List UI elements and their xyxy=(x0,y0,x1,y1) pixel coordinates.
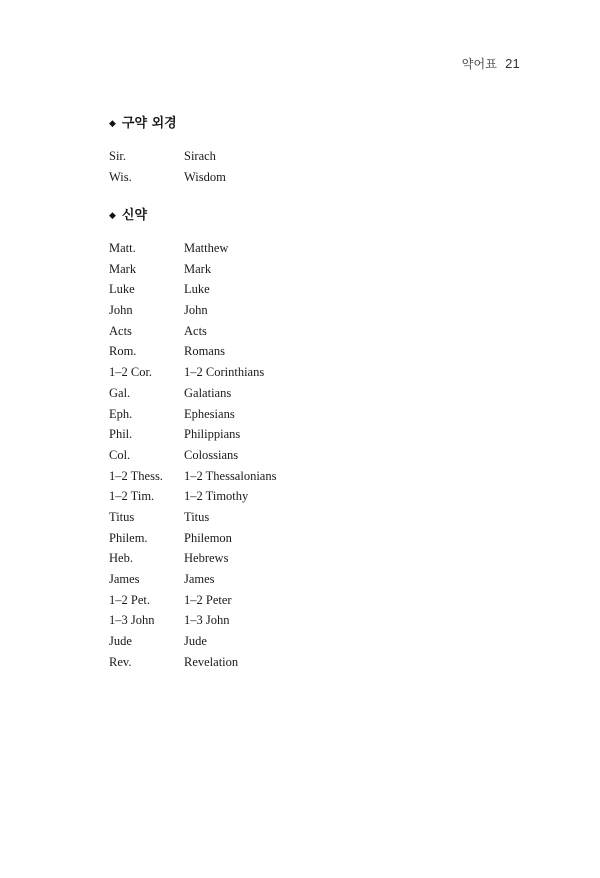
full-name: Colossians xyxy=(184,447,239,462)
abbreviation: Rom. xyxy=(109,344,137,359)
full-name: John xyxy=(184,303,208,318)
abbreviation-row xyxy=(109,341,529,362)
abbreviation: Matt. xyxy=(109,241,136,255)
abbreviation-row xyxy=(109,424,529,445)
abbreviation: Philem. xyxy=(109,530,148,545)
abbreviation: Acts xyxy=(109,323,132,338)
full-name: Wisdom xyxy=(184,169,226,184)
full-name: Luke xyxy=(184,282,210,297)
abbreviation: Phil. xyxy=(109,427,133,442)
full-name: Hebrews xyxy=(184,551,229,566)
abbreviation-row xyxy=(109,569,529,590)
abbreviation-row xyxy=(109,383,529,404)
section-new-testament xyxy=(109,206,529,672)
abbreviation: Col. xyxy=(109,447,131,462)
full-name: Revelation xyxy=(184,654,239,669)
abbreviation: Rev. xyxy=(109,654,132,669)
running-header xyxy=(462,55,520,72)
abbreviation-row xyxy=(109,548,529,569)
abbreviation: Titus xyxy=(109,509,135,524)
abbreviation-row xyxy=(109,321,529,342)
section-heading xyxy=(109,114,529,134)
full-name: Titus xyxy=(184,509,210,524)
abbreviation-row xyxy=(109,279,529,300)
abbreviation: Jude xyxy=(109,634,132,649)
diamond-bullet-icon: ◆ xyxy=(109,211,116,221)
full-name: 1–2 Corinthians xyxy=(184,365,265,380)
page-number: 21 xyxy=(505,56,520,71)
abbreviation-row xyxy=(109,238,529,259)
full-name: 1–3 John xyxy=(184,613,230,628)
abbreviation-row xyxy=(109,610,529,631)
abbreviation-row xyxy=(109,445,529,466)
abbreviation: John xyxy=(109,303,133,318)
abbreviation: 1–3 John xyxy=(109,613,155,628)
full-name: Acts xyxy=(184,323,207,338)
abbreviation-row xyxy=(109,146,529,167)
section-apocrypha xyxy=(109,114,529,187)
abbreviation: 1–2 Tim. xyxy=(109,489,155,504)
abbreviation: 1–2 Thess. xyxy=(109,468,163,483)
full-name: 1–2 Peter xyxy=(184,592,232,607)
full-name: Galatians xyxy=(184,385,232,400)
full-name: Jude xyxy=(184,634,207,649)
abbreviation-row xyxy=(109,590,529,611)
abbreviation: Heb. xyxy=(109,551,133,566)
section-rows xyxy=(109,146,529,187)
abbreviation-row xyxy=(109,466,529,487)
abbreviation: Mark xyxy=(109,261,137,276)
full-name: James xyxy=(184,572,215,586)
abbreviation-row xyxy=(109,507,529,528)
abbreviation-row xyxy=(109,652,529,673)
abbreviation-row xyxy=(109,631,529,652)
abbreviation-row xyxy=(109,528,529,549)
abbreviation: Eph. xyxy=(109,406,133,421)
full-name: Ephesians xyxy=(184,406,235,421)
full-name: Philippians xyxy=(184,427,241,442)
full-name: Sirach xyxy=(184,149,216,163)
full-name: Matthew xyxy=(184,241,229,255)
full-name: Romans xyxy=(184,344,225,359)
section-heading-text: 구약 외경 xyxy=(121,116,177,131)
full-name: Philemon xyxy=(184,530,232,545)
diamond-bullet-icon: ◆ xyxy=(109,119,116,129)
full-name: Mark xyxy=(184,261,212,276)
section-rows xyxy=(109,238,529,672)
section-heading xyxy=(109,206,529,226)
abbreviation-row xyxy=(109,404,529,425)
full-name: 1–2 Timothy xyxy=(184,489,249,504)
abbreviation: 1–2 Pet. xyxy=(109,592,150,607)
abbreviation: Wis. xyxy=(109,169,132,184)
abbreviation-row xyxy=(109,362,529,383)
abbreviation: Sir. xyxy=(109,149,127,163)
section-heading-text: 신약 xyxy=(121,208,148,223)
full-name: 1–2 Thessalonians xyxy=(184,468,277,483)
abbreviation-row xyxy=(109,259,529,280)
abbreviation-row xyxy=(109,167,529,188)
abbreviation: Luke xyxy=(109,282,135,297)
abbreviation-row xyxy=(109,486,529,507)
abbreviation: 1–2 Cor. xyxy=(109,365,153,380)
running-header-title: 약어표 xyxy=(461,57,498,71)
abbreviation: James xyxy=(109,572,140,586)
abbreviation-row xyxy=(109,300,529,321)
abbreviation: Gal. xyxy=(109,385,131,400)
